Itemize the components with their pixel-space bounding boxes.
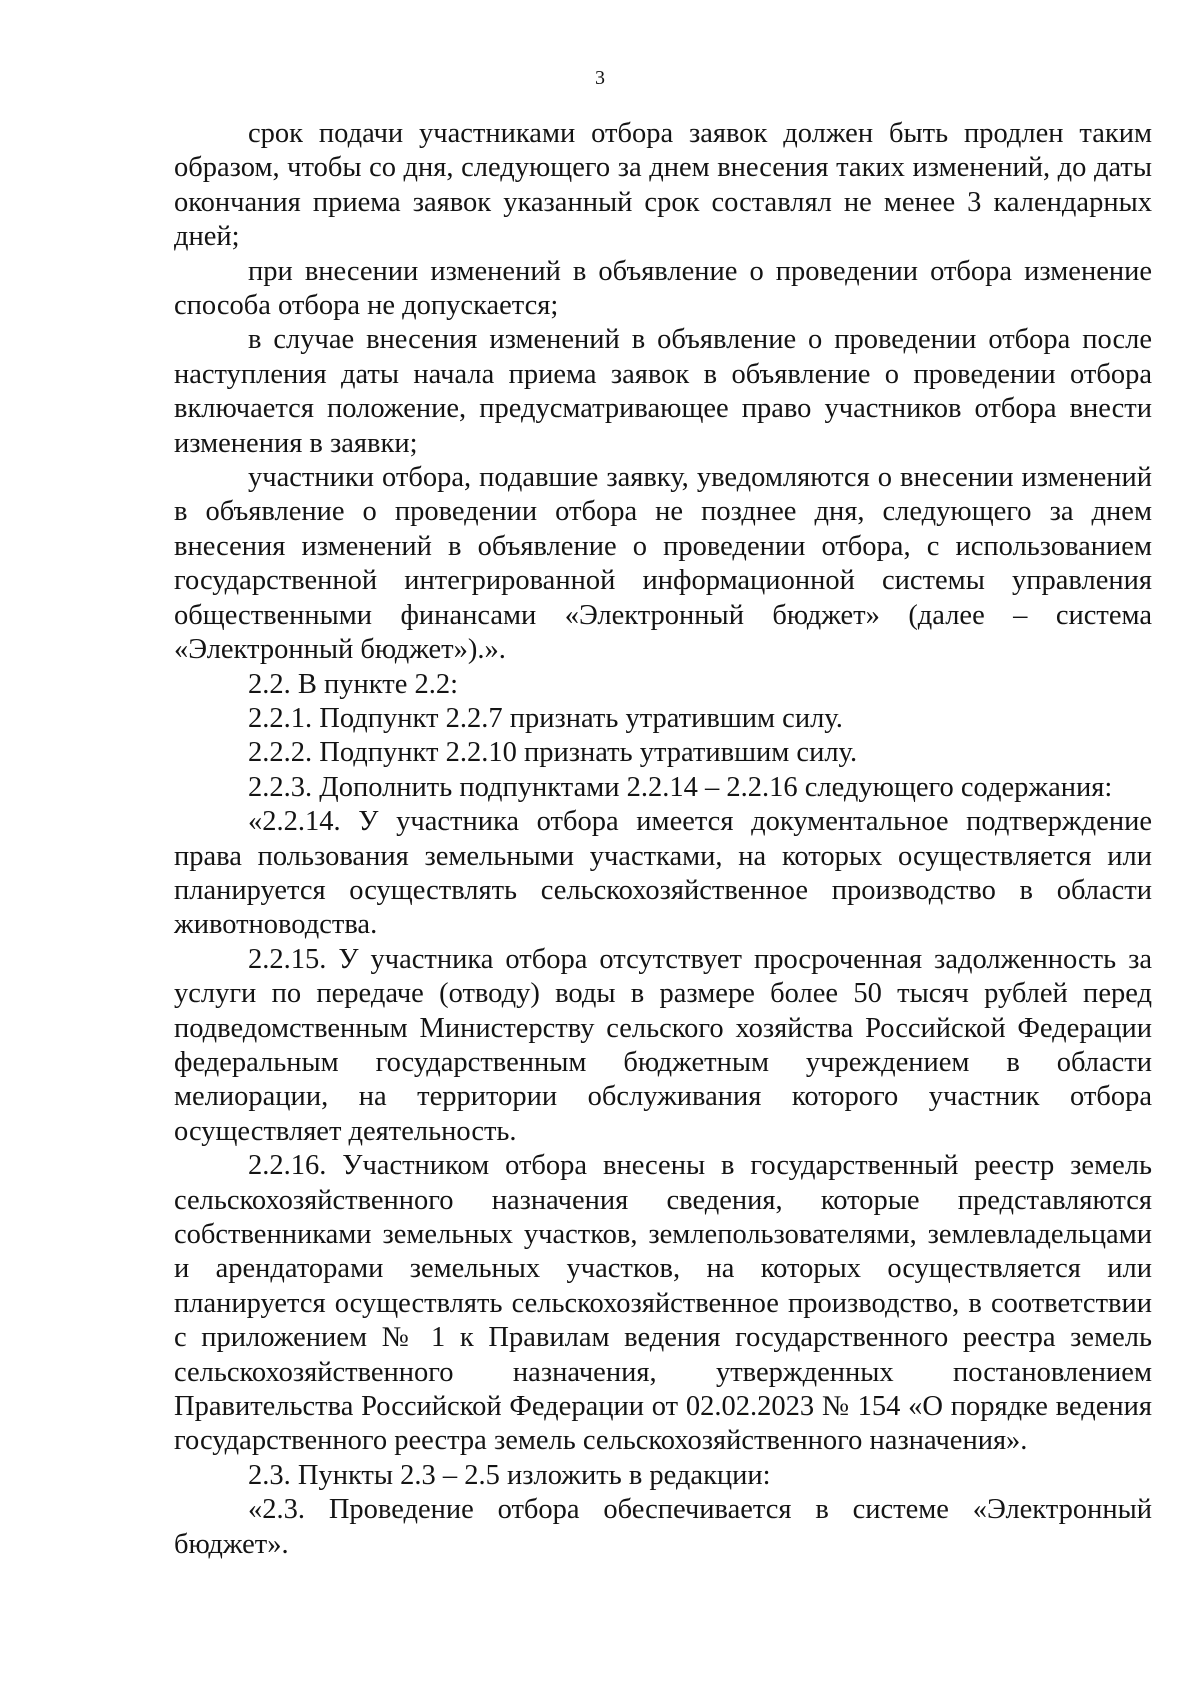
paragraph-deadline-extension: срок подачи участниками отбора заявок должен быть продлен таким образом, чтобы со дня, следующего за днем внесения таких изменений, до даты окончания приема заявок указанный срок составлял не менее 3 календарных дней; [174,118,1152,253]
paragraph-2-2-14: «2.2.14. У участника отбора имеется документальное подтверждение права пользования земельными участками, на которых осуществляется или планируется осуществлять сельскохозяйственное производство в области животноводства. [174,806,1152,941]
document-body [174,117,1152,1562]
page-number: 3 [595,67,605,89]
paragraph-2-3-intro: 2.3. Пункты 2.3 – 2.5 изложить в редакции: [248,1459,771,1491]
paragraph-2-2: 2.2. В пункте 2.2: [248,668,459,700]
paragraph-method-change: при внесении изменений в объявление о проведении отбора изменение способа отбора не допускается; [174,255,1152,322]
paragraph-participant-notification: участники отбора, подавшие заявку, уведомляются о внесении изменений в объявление о проведении отбора не позднее дня, следующего за днем внесения изменений в объявление о проведении отбора, с использованием государственной интегрированной информационной системы управления общественными финансами «Электронный бюджет» (далее – система «Электронный бюджет»).». [174,462,1152,666]
paragraph-2-2-2: 2.2.2. Подпункт 2.2.10 признать утратившим силу. [248,737,858,769]
paragraph-2-2-1: 2.2.1. Подпункт 2.2.7 признать утратившим силу. [248,702,843,734]
paragraph-2-3: «2.3. Проведение отбора обеспечивается в системе «Электронный бюджет». [174,1494,1152,1560]
paragraph-application-changes: в случае внесения изменений в объявление о проведении отбора после наступления даты начала приема заявок в объявление о проведении отбора включается положение, предусматривающее право участников отбора внести изменения в заявки; [174,324,1152,459]
paragraph-2-2-16: 2.2.16. Участником отбора внесены в государственный реестр земель сельскохозяйственного назначения сведения, которые представляются собственниками земельных участков, землепользователями, землевладельцами и арендаторами земельных участков, на которых осуществляется или планируется осуществлять сельскохозяйственное производство, в соответствии с приложением № 1 к Правилам ведения государственного реестра земель сельскохозяйственного назначения, утвержденных постановлением Правительства Российской Федерации от 02.02.2023 № 154 «О порядке ведения государственного реестра земель сельскохозяйственного назначения». [174,1150,1152,1457]
paragraph-2-2-15: 2.2.15. У участника отбора отсутствует просроченная задолженность за услуги по передаче (отводу) воды в размере более 50 тысяч рублей перед подведомственным Министерству сельского хозяйства Российской Федерации федеральным государственным бюджетным учреждением в области мелиорации, на территории обслуживания которого участник отбора осуществляет деятельность. [174,943,1152,1147]
paragraph-2-2-3: 2.2.3. Дополнить подпунктами 2.2.14 – 2.2.16 следующего содержания: [248,771,1113,803]
